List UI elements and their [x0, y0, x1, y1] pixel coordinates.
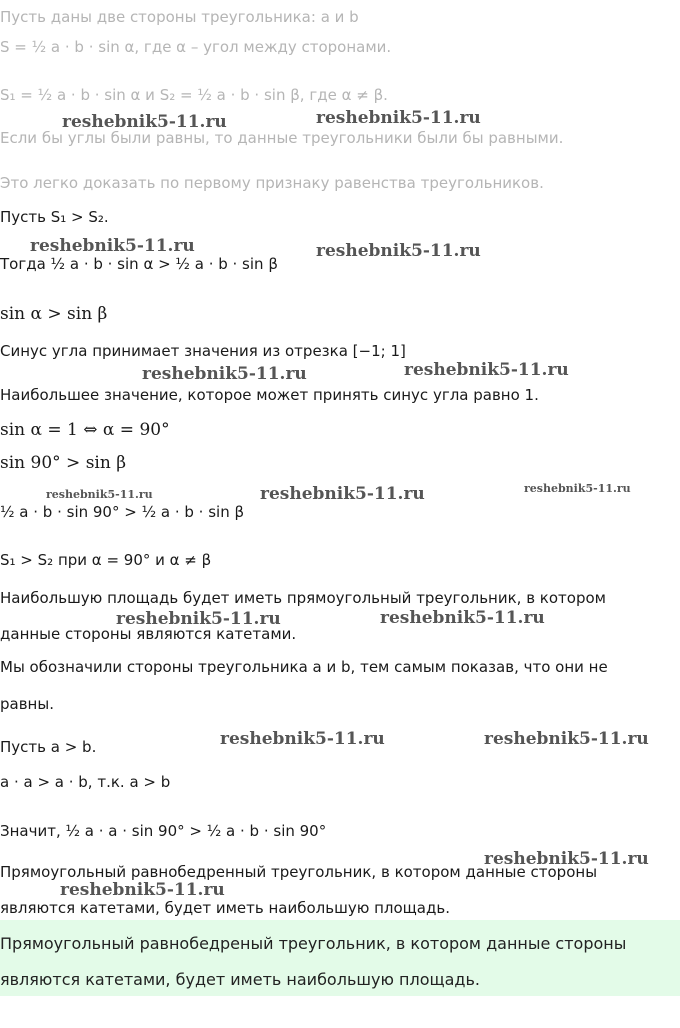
answer-box [0, 920, 680, 996]
formula-line-area: S = ½ a · b · sin α, где α – угол между сторонами. [0, 38, 392, 56]
watermark: reshebnik5-11.ru [260, 484, 425, 504]
watermark: reshebnik5-11.ru [316, 241, 481, 261]
watermark: reshebnik5-11.ru [46, 488, 153, 501]
formula-line-sin-eq-1: sin α = 1 ⇔ α = 90° [0, 420, 170, 440]
text-line-let-s1-gt-s2: Пусть S₁ > S₂. [0, 208, 109, 226]
formula-line-s1-gt-s2-condition: S₁ > S₂ при α = 90° и α ≠ β [0, 551, 212, 569]
text-line-proof-hint: Это легко доказать по первому признаку равенства треугольников. [0, 174, 544, 192]
watermark: reshebnik5-11.ru [524, 482, 631, 495]
watermark: reshebnik5-11.ru [484, 849, 649, 869]
formula-line-sin-compare: sin α > sin β [0, 304, 108, 324]
watermark: reshebnik5-11.ru [316, 108, 481, 128]
watermark: reshebnik5-11.ru [30, 236, 195, 256]
text-line-max-sine: Наибольшее значение, которое может принять синус угла равно 1. [0, 386, 539, 404]
text-line-max-area-1: Наибольшую площадь будет иметь прямоугольный треугольник, в котором [0, 589, 606, 607]
text-line-max-area-2: данные стороны являются катетами. [0, 625, 297, 643]
watermark: reshebnik5-11.ru [116, 609, 281, 629]
watermark: reshebnik5-11.ru [484, 729, 649, 749]
watermark: reshebnik5-11.ru [404, 360, 569, 380]
text-line-conclusion-2: являются катетами, будет иметь наибольшую площадь. [0, 899, 450, 917]
formula-line-area-compare-90: ½ a · b · sin 90° > ½ a · b · sin β [0, 503, 245, 521]
text-line-1: Пусть даны две стороны треугольника: a и b [0, 8, 359, 26]
text-line-conclusion-1: Прямоугольный равнобедренный треугольник, в котором данные стороны [0, 863, 598, 881]
watermark: reshebnik5-11.ru [380, 608, 545, 628]
text-line-equal-angles: Если бы углы были равны, то данные треугольники были бы равными. [0, 129, 564, 147]
text-line-sine-range: Синус угла принимает значения из отрезка [−1; 1] [0, 342, 406, 360]
formula-line-aa-gt-ab: a · a > a · b, т.к. a > b [0, 773, 171, 791]
watermark: reshebnik5-11.ru [142, 364, 307, 384]
formula-line-then: Тогда ½ a · b · sin α > ½ a · b · sin β [0, 255, 278, 273]
answer-line-2: являются катетами, будет иметь наибольшую площадь. [0, 970, 480, 989]
answer-line-1: Прямоугольный равнобедреный треугольник, в котором данные стороны [0, 934, 627, 953]
watermark: reshebnik5-11.ru [62, 112, 227, 132]
text-line-sides-notation-2: равны. [0, 695, 54, 713]
formula-line-therefore: Значит, ½ a · a · sin 90° > ½ a · b · sin 90° [0, 822, 327, 840]
formula-line-s1-s2: S₁ = ½ a · b · sin α и S₂ = ½ a · b · sin β, где α ≠ β. [0, 86, 388, 104]
watermark: reshebnik5-11.ru [220, 729, 385, 749]
text-line-let-a-gt-b: Пусть a > b. [0, 738, 97, 756]
text-line-sides-notation-1: Мы обозначили стороны треугольника a и b, тем самым показав, что они не [0, 658, 608, 676]
watermark: reshebnik5-11.ru [60, 880, 225, 900]
formula-line-sin90: sin 90° > sin β [0, 453, 127, 473]
